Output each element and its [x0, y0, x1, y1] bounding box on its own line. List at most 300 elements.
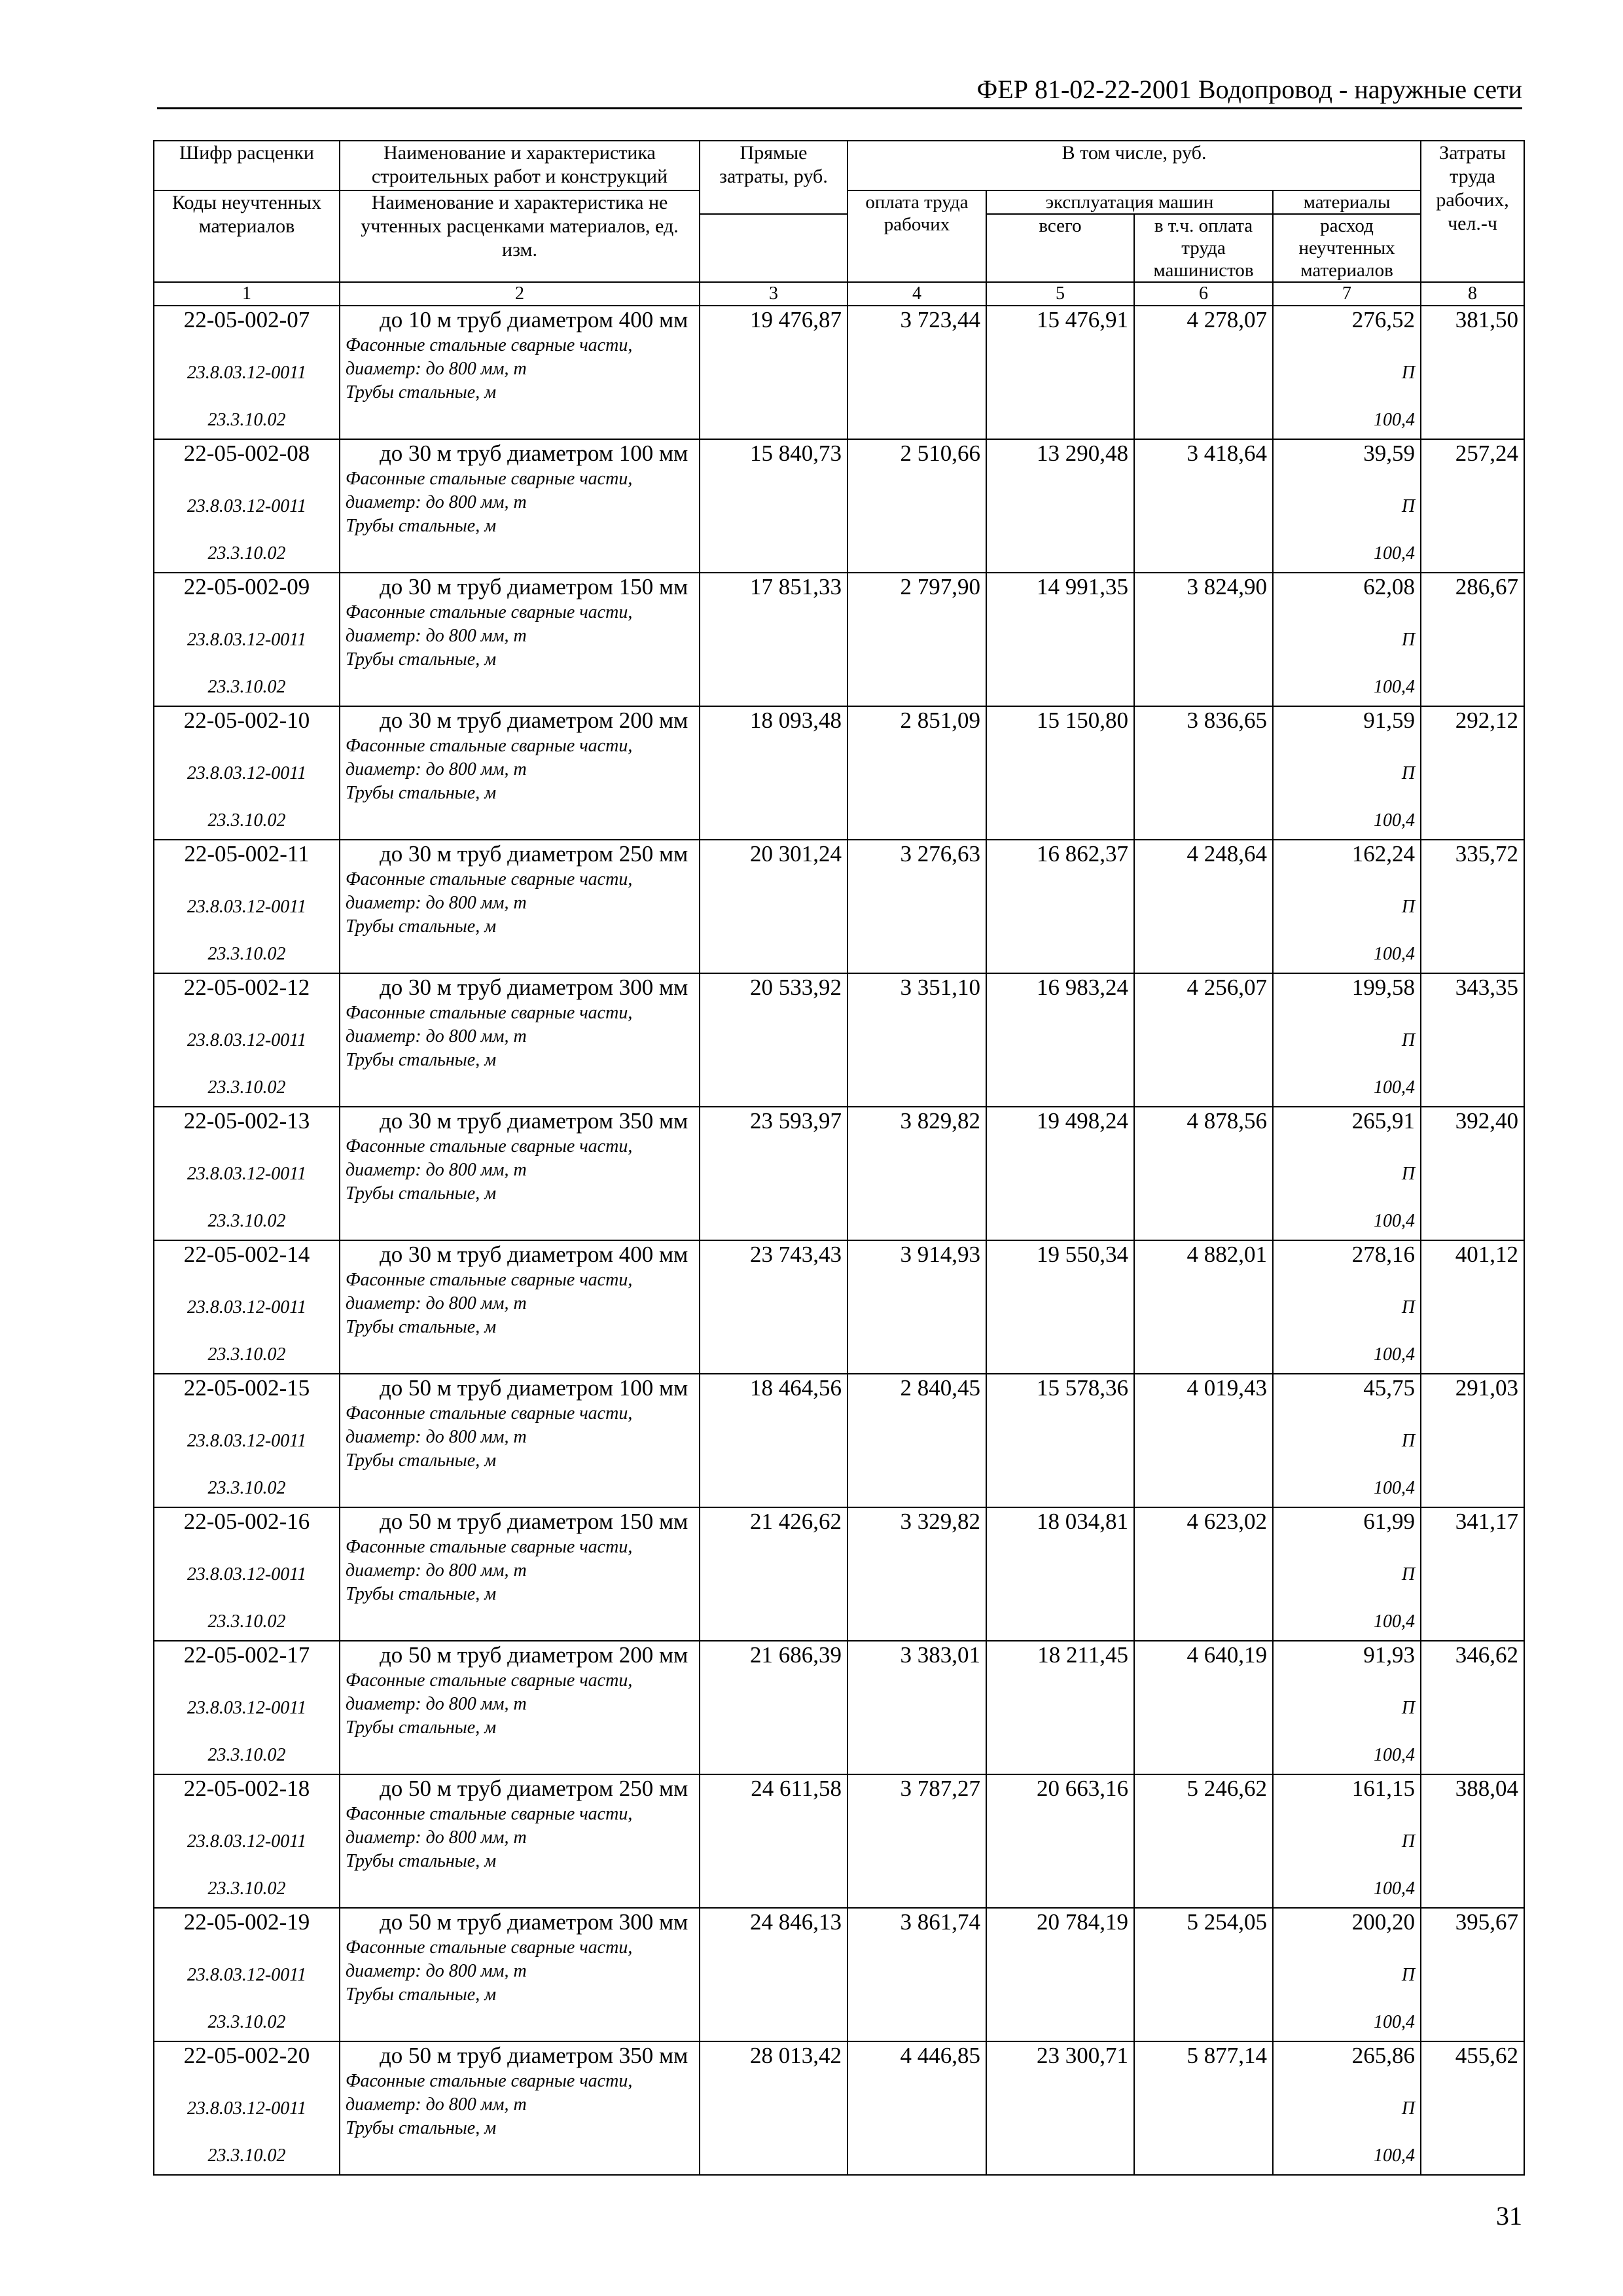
col-header-machines-pay: в т.ч. оплата труда машинистов: [1134, 214, 1273, 282]
machines-total: 15 150,80: [1037, 708, 1128, 733]
machines-total-cell: [986, 2041, 1134, 2175]
table-row: [154, 1374, 1524, 1507]
material-name: Фасонные стальные сварные части, диаметр: до 800 мм, т: [346, 1537, 633, 1581]
direct-cost: 28 013,42: [750, 2043, 842, 2068]
material-qty: 100,4: [1374, 410, 1416, 430]
materials-cost: 62,08: [1363, 574, 1416, 600]
direct-cost-cell: [700, 1641, 847, 1774]
material-code: 23.8.03.12-0011: [187, 1030, 307, 1050]
description-cell: [340, 706, 700, 840]
material-code: 23.8.03.12-0011: [187, 1831, 307, 1852]
material-code: 23.3.10.02: [207, 2145, 286, 2166]
labor-cost: 455,62: [1455, 2043, 1519, 2068]
labor-cost-cell: [1421, 840, 1524, 973]
machines-total: 15 578,36: [1037, 1375, 1128, 1401]
machines-pay-cell: [1134, 840, 1273, 973]
material-code: 23.3.10.02: [207, 810, 286, 831]
materials-cell: [1273, 973, 1421, 1107]
material-qty: 100,4: [1374, 1478, 1416, 1498]
direct-cost: 19 476,87: [750, 307, 842, 332]
table-row: [154, 1507, 1524, 1641]
table-row: [154, 1240, 1524, 1374]
materials-cell: [1273, 1774, 1421, 1908]
table-row: [154, 840, 1524, 973]
material-qty: П: [1401, 763, 1416, 783]
labor-pay: 3 276,63: [900, 841, 980, 867]
labor-cost: 343,35: [1455, 975, 1519, 1000]
material-name: Трубы стальные, м: [346, 1050, 497, 1070]
machines-total: 15 476,91: [1037, 307, 1128, 332]
direct-cost-cell: [700, 439, 847, 573]
labor-pay-cell: [847, 1240, 986, 1374]
labor-pay-cell: [847, 1507, 986, 1641]
machines-pay: 5 877,14: [1186, 2043, 1267, 2068]
table-row: [154, 706, 1524, 840]
code-cell: [154, 1240, 340, 1374]
material-qty: П: [1401, 2098, 1416, 2119]
machines-pay-cell: [1134, 1908, 1273, 2041]
direct-cost: 23 743,43: [750, 1242, 842, 1267]
direct-cost: 20 533,92: [750, 975, 842, 1000]
material-code: 23.3.10.02: [207, 410, 286, 430]
labor-cost-cell: [1421, 706, 1524, 840]
materials-cost: 61,99: [1363, 1509, 1416, 1534]
material-qty: 100,4: [1374, 944, 1416, 964]
direct-cost-cell: [700, 840, 847, 973]
code-cell: [154, 2041, 340, 2175]
description-cell: [340, 573, 700, 706]
machines-total: 13 290,48: [1037, 440, 1128, 466]
direct-cost: 20 301,24: [750, 841, 842, 867]
material-qty: П: [1401, 1698, 1416, 1718]
material-name: Трубы стальные, м: [346, 916, 497, 937]
machines-pay: 4 878,56: [1186, 1108, 1267, 1134]
material-qty: 100,4: [1374, 1344, 1416, 1365]
work-description: до 50 м труб диаметром 200 мм: [380, 1642, 688, 1668]
material-code: 23.3.10.02: [207, 1478, 286, 1498]
labor-cost-cell: [1421, 1774, 1524, 1908]
col-header-mat-names: Наименование и характеристика не учтенных расценками материалов, ед. изм.: [340, 190, 700, 282]
machines-total-cell: [986, 439, 1134, 573]
material-name: Трубы стальные, м: [346, 1183, 497, 1204]
material-name: Фасонные стальные сварные части, диаметр: до 800 мм, т: [346, 1136, 633, 1180]
machines-total: 23 300,71: [1037, 2043, 1128, 2068]
rate-code: 22-05-002-08: [183, 440, 310, 466]
machines-total: 19 550,34: [1037, 1242, 1128, 1267]
col-number: 7: [1273, 282, 1421, 306]
machines-total: 16 983,24: [1037, 975, 1128, 1000]
direct-cost: 21 426,62: [750, 1509, 842, 1534]
machines-pay: 4 623,02: [1186, 1509, 1267, 1534]
material-name: Трубы стальные, м: [346, 783, 497, 803]
material-code: 23.8.03.12-0011: [187, 496, 307, 516]
materials-cell: [1273, 840, 1421, 973]
labor-pay: 4 446,85: [900, 2043, 980, 2068]
machines-pay: 3 824,90: [1186, 574, 1267, 600]
labor-cost: 335,72: [1455, 841, 1519, 867]
machines-pay-cell: [1134, 1641, 1273, 1774]
machines-total: 18 211,45: [1037, 1642, 1128, 1668]
material-qty: 100,4: [1374, 543, 1416, 564]
machines-pay: 5 254,05: [1186, 1909, 1267, 1935]
labor-cost-cell: [1421, 1240, 1524, 1374]
labor-cost: 401,12: [1455, 1242, 1519, 1267]
materials-cell: [1273, 439, 1421, 573]
direct-cost-cell: [700, 573, 847, 706]
labor-pay-cell: [847, 306, 986, 439]
material-name: Фасонные стальные сварные части, диаметр: до 800 мм, т: [346, 736, 633, 780]
materials-cell: [1273, 1374, 1421, 1507]
machines-pay: 3 418,64: [1186, 440, 1267, 466]
material-qty: 100,4: [1374, 1745, 1416, 1765]
material-qty: П: [1401, 1564, 1416, 1585]
machines-total: 14 991,35: [1037, 574, 1128, 600]
material-name: Фасонные стальные сварные части, диаметр: до 800 мм, т: [346, 1003, 633, 1047]
code-cell: [154, 1641, 340, 1774]
material-qty: 100,4: [1374, 1611, 1416, 1632]
col-header-incl: В том числе, руб.: [847, 141, 1421, 190]
labor-cost-cell: [1421, 439, 1524, 573]
labor-cost-cell: [1421, 573, 1524, 706]
material-code: 23.8.03.12-0011: [187, 630, 307, 650]
materials-cell: [1273, 306, 1421, 439]
material-name: Фасонные стальные сварные части, диаметр: до 800 мм, т: [346, 1804, 633, 1848]
labor-pay-cell: [847, 573, 986, 706]
material-code: 23.3.10.02: [207, 2012, 286, 2032]
labor-pay-cell: [847, 1107, 986, 1240]
direct-cost: 24 611,58: [751, 1776, 842, 1801]
labor-cost: 392,40: [1455, 1108, 1519, 1134]
machines-total-cell: [986, 1374, 1134, 1507]
machines-pay-cell: [1134, 2041, 1273, 2175]
material-qty: П: [1401, 1164, 1416, 1184]
direct-cost: 21 686,39: [750, 1642, 842, 1668]
work-description: до 10 м труб диаметром 400 мм: [380, 307, 688, 332]
work-description: до 30 м труб диаметром 300 мм: [380, 975, 688, 1000]
material-qty: 100,4: [1374, 1077, 1416, 1098]
col-header-code: Шифр расценки: [154, 141, 340, 190]
col-header-mat-codes: Коды неучтенных материалов: [154, 190, 340, 282]
labor-cost: 286,67: [1455, 574, 1519, 600]
materials-cell: [1273, 2041, 1421, 2175]
table-row: [154, 1107, 1524, 1240]
machines-total-cell: [986, 1641, 1134, 1774]
machines-total-cell: [986, 1908, 1134, 2041]
machines-pay: 4 882,01: [1186, 1242, 1267, 1267]
material-code: 23.8.03.12-0011: [187, 1431, 307, 1451]
col-number: 2: [340, 282, 700, 306]
materials-cost: 265,86: [1351, 2043, 1416, 2068]
material-code: 23.8.03.12-0011: [187, 1164, 307, 1184]
direct-cost-cell: [700, 1374, 847, 1507]
direct-cost-cell: [700, 2041, 847, 2175]
column-number-row: [154, 282, 1524, 306]
machines-total-cell: [986, 573, 1134, 706]
direct-cost: 17 851,33: [750, 574, 842, 600]
machines-pay-cell: [1134, 973, 1273, 1107]
machines-pay: 4 640,19: [1186, 1642, 1267, 1668]
material-qty: 100,4: [1374, 810, 1416, 831]
machines-total-cell: [986, 1774, 1134, 1908]
materials-cell: [1273, 706, 1421, 840]
direct-cost: 23 593,97: [750, 1108, 842, 1134]
material-name: Трубы стальные, м: [346, 382, 497, 403]
work-description: до 30 м труб диаметром 250 мм: [380, 841, 688, 867]
col-number: 1: [154, 282, 340, 306]
description-cell: [340, 1641, 700, 1774]
material-name: Трубы стальные, м: [346, 516, 497, 536]
direct-cost: 18 093,48: [750, 708, 842, 733]
material-name: Фасонные стальные сварные части, диаметр: до 800 мм, т: [346, 2071, 633, 2115]
header-rule: [157, 107, 1522, 109]
machines-pay-cell: [1134, 439, 1273, 573]
material-code: 23.8.03.12-0011: [187, 1297, 307, 1318]
material-code: 23.3.10.02: [207, 1611, 286, 1632]
material-code: 23.3.10.02: [207, 1077, 286, 1098]
description-cell: [340, 1374, 700, 1507]
rate-code: 22-05-002-09: [183, 574, 310, 600]
table-row: [154, 1774, 1524, 1908]
labor-cost-cell: [1421, 1107, 1524, 1240]
direct-cost-cell: [700, 1908, 847, 2041]
rate-code: 22-05-002-18: [183, 1776, 310, 1801]
materials-cost: 200,20: [1351, 1909, 1416, 1935]
code-cell: [154, 439, 340, 573]
col-header-labor-pay: оплата труда рабочих: [847, 190, 986, 282]
labor-pay: 3 914,93: [900, 1242, 980, 1267]
labor-pay-cell: [847, 840, 986, 973]
material-name: Фасонные стальные сварные части, диаметр: до 800 мм, т: [346, 1270, 633, 1314]
materials-cost: 278,16: [1351, 1242, 1416, 1267]
labor-pay-cell: [847, 2041, 986, 2175]
material-name: Трубы стальные, м: [346, 649, 497, 670]
labor-cost-cell: [1421, 1908, 1524, 2041]
description-cell: [340, 306, 700, 439]
materials-cell: [1273, 1908, 1421, 2041]
material-code: 23.3.10.02: [207, 1745, 286, 1765]
labor-cost: 381,50: [1455, 307, 1519, 332]
direct-cost-cell: [700, 1107, 847, 1240]
labor-pay-cell: [847, 439, 986, 573]
machines-total: 20 663,16: [1037, 1776, 1128, 1801]
description-cell: [340, 1507, 700, 1641]
code-cell: [154, 1774, 340, 1908]
material-code: 23.8.03.12-0011: [187, 2098, 307, 2119]
machines-pay: 4 019,43: [1186, 1375, 1267, 1401]
labor-cost-cell: [1421, 1374, 1524, 1507]
materials-cell: [1273, 1107, 1421, 1240]
col-number: 8: [1421, 282, 1524, 306]
machines-total: 18 034,81: [1037, 1509, 1128, 1534]
work-description: до 30 м труб диаметром 200 мм: [380, 708, 688, 733]
table-row: [154, 973, 1524, 1107]
materials-cost: 199,58: [1351, 975, 1416, 1000]
col-header-name: Наименование и характеристика строительных работ и конструкций: [340, 141, 700, 190]
machines-pay: 5 246,62: [1186, 1776, 1267, 1801]
labor-pay-cell: [847, 1641, 986, 1774]
material-qty: П: [1401, 630, 1416, 650]
description-cell: [340, 973, 700, 1107]
description-cell: [340, 1908, 700, 2041]
labor-pay: 3 329,82: [900, 1509, 980, 1534]
material-code: 23.8.03.12-0011: [187, 763, 307, 783]
direct-cost: 18 464,56: [750, 1375, 842, 1401]
rate-code: 22-05-002-10: [183, 708, 310, 733]
machines-pay-cell: [1134, 1107, 1273, 1240]
labor-cost: 388,04: [1455, 1776, 1519, 1801]
direct-cost-cell: [700, 1774, 847, 1908]
machines-pay-cell: [1134, 1374, 1273, 1507]
material-name: Трубы стальные, м: [346, 2118, 497, 2138]
rate-code: 22-05-002-11: [184, 841, 310, 867]
rate-code: 22-05-002-13: [183, 1108, 310, 1134]
description-cell: [340, 439, 700, 573]
machines-total-cell: [986, 1240, 1134, 1374]
machines-total-cell: [986, 1107, 1134, 1240]
col-number: 3: [700, 282, 847, 306]
machines-pay-cell: [1134, 1507, 1273, 1641]
work-description: до 50 м труб диаметром 250 мм: [380, 1776, 688, 1801]
material-qty: П: [1401, 496, 1416, 516]
labor-cost-cell: [1421, 973, 1524, 1107]
material-code: 23.3.10.02: [207, 1878, 286, 1899]
material-name: Фасонные стальные сварные части, диаметр: до 800 мм, т: [346, 869, 633, 913]
labor-pay: 3 787,27: [900, 1776, 980, 1801]
material-name: Трубы стальные, м: [346, 1450, 497, 1471]
material-qty: П: [1401, 1431, 1416, 1451]
materials-cost: 91,59: [1363, 708, 1416, 733]
description-cell: [340, 840, 700, 973]
material-name: Трубы стальные, м: [346, 1317, 497, 1337]
code-cell: [154, 973, 340, 1107]
col-header-direct: Прямые затраты, руб.: [700, 141, 847, 214]
machines-total-cell: [986, 973, 1134, 1107]
material-qty: П: [1401, 363, 1416, 383]
table-row: [154, 573, 1524, 706]
rate-code: 22-05-002-15: [183, 1375, 310, 1401]
rate-code: 22-05-002-16: [183, 1509, 310, 1534]
material-code: 23.8.03.12-0011: [187, 1698, 307, 1718]
labor-pay: 3 829,82: [900, 1108, 980, 1134]
labor-cost: 395,67: [1455, 1909, 1519, 1935]
work-description: до 30 м труб диаметром 100 мм: [380, 440, 688, 466]
material-qty: П: [1401, 1831, 1416, 1852]
code-cell: [154, 306, 340, 439]
table-row: [154, 1908, 1524, 2041]
code-cell: [154, 573, 340, 706]
labor-cost-cell: [1421, 1507, 1524, 1641]
material-code: 23.8.03.12-0011: [187, 1564, 307, 1585]
rate-code: 22-05-002-14: [183, 1242, 310, 1267]
machines-pay: 4 256,07: [1186, 975, 1267, 1000]
machines-pay-cell: [1134, 573, 1273, 706]
labor-cost-cell: [1421, 306, 1524, 439]
code-cell: [154, 1908, 340, 2041]
direct-cost-cell: [700, 1507, 847, 1641]
machines-total: 19 498,24: [1037, 1108, 1128, 1134]
work-description: до 30 м труб диаметром 400 мм: [380, 1242, 688, 1267]
material-code: 23.3.10.02: [207, 1344, 286, 1365]
labor-cost-cell: [1421, 2041, 1524, 2175]
labor-cost: 346,62: [1455, 1642, 1519, 1668]
material-name: Трубы стальные, м: [346, 1851, 497, 1871]
direct-cost: 15 840,73: [750, 440, 842, 466]
labor-pay-cell: [847, 1908, 986, 2041]
col-header-machines-total: всего: [986, 214, 1134, 282]
machines-total-cell: [986, 706, 1134, 840]
material-qty: П: [1401, 1965, 1416, 1985]
code-cell: [154, 706, 340, 840]
material-qty: 100,4: [1374, 1211, 1416, 1231]
machines-total: 16 862,37: [1037, 841, 1128, 867]
rates-table-body: [154, 306, 1524, 2175]
labor-pay: 3 383,01: [900, 1642, 980, 1668]
labor-cost: 257,24: [1455, 440, 1519, 466]
code-cell: [154, 840, 340, 973]
machines-pay: 3 836,65: [1186, 708, 1267, 733]
work-description: до 30 м труб диаметром 150 мм: [380, 574, 688, 600]
machines-pay-cell: [1134, 1240, 1273, 1374]
table-row: [154, 1641, 1524, 1774]
direct-cost: 24 846,13: [750, 1909, 842, 1935]
description-cell: [340, 1240, 700, 1374]
material-code: 23.3.10.02: [207, 1211, 286, 1231]
material-name: Трубы стальные, м: [346, 1584, 497, 1604]
labor-pay-cell: [847, 973, 986, 1107]
machines-pay-cell: [1134, 306, 1273, 439]
labor-cost: 292,12: [1455, 708, 1519, 733]
col-header-empty: [700, 214, 847, 282]
col-header-materials: материалы: [1273, 190, 1421, 214]
materials-cell: [1273, 573, 1421, 706]
material-code: 23.8.03.12-0011: [187, 1965, 307, 1985]
labor-pay: 3 351,10: [900, 975, 980, 1000]
material-code: 23.3.10.02: [207, 677, 286, 697]
materials-cost: 276,52: [1351, 307, 1416, 332]
material-qty: П: [1401, 897, 1416, 917]
machines-pay: 4 248,64: [1186, 841, 1267, 867]
material-name: Трубы стальные, м: [346, 1984, 497, 2005]
material-name: Фасонные стальные сварные части, диаметр: до 800 мм, т: [346, 1403, 633, 1447]
machines-pay-cell: [1134, 1774, 1273, 1908]
col-header-materials-sub: расход неучтенных материалов: [1273, 214, 1421, 282]
work-description: до 50 м труб диаметром 100 мм: [380, 1375, 688, 1401]
labor-pay: 2 797,90: [900, 574, 980, 600]
material-name: Фасонные стальные сварные части, диаметр: до 800 мм, т: [346, 1670, 633, 1714]
material-name: Фасонные стальные сварные части, диаметр: до 800 мм, т: [346, 469, 633, 512]
labor-pay-cell: [847, 1774, 986, 1908]
direct-cost-cell: [700, 706, 847, 840]
labor-pay-cell: [847, 706, 986, 840]
direct-cost-cell: [700, 306, 847, 439]
labor-cost: 291,03: [1455, 1375, 1519, 1401]
labor-cost-cell: [1421, 1641, 1524, 1774]
work-description: до 30 м труб диаметром 350 мм: [380, 1108, 688, 1134]
rate-code: 22-05-002-17: [183, 1642, 310, 1668]
materials-cost: 45,75: [1363, 1375, 1416, 1401]
machines-pay: 4 278,07: [1186, 307, 1267, 332]
materials-cost: 161,15: [1351, 1776, 1416, 1801]
rates-table: [153, 140, 1525, 2176]
machines-total: 20 784,19: [1037, 1909, 1128, 1935]
material-code: 23.3.10.02: [207, 543, 286, 564]
labor-cost: 341,17: [1455, 1509, 1519, 1534]
col-number: 4: [847, 282, 986, 306]
work-description: до 50 м труб диаметром 350 мм: [380, 2043, 688, 2068]
labor-pay: 2 510,66: [900, 440, 980, 466]
materials-cost: 265,91: [1351, 1108, 1416, 1134]
col-header-machines: эксплуатация машин: [986, 190, 1273, 214]
